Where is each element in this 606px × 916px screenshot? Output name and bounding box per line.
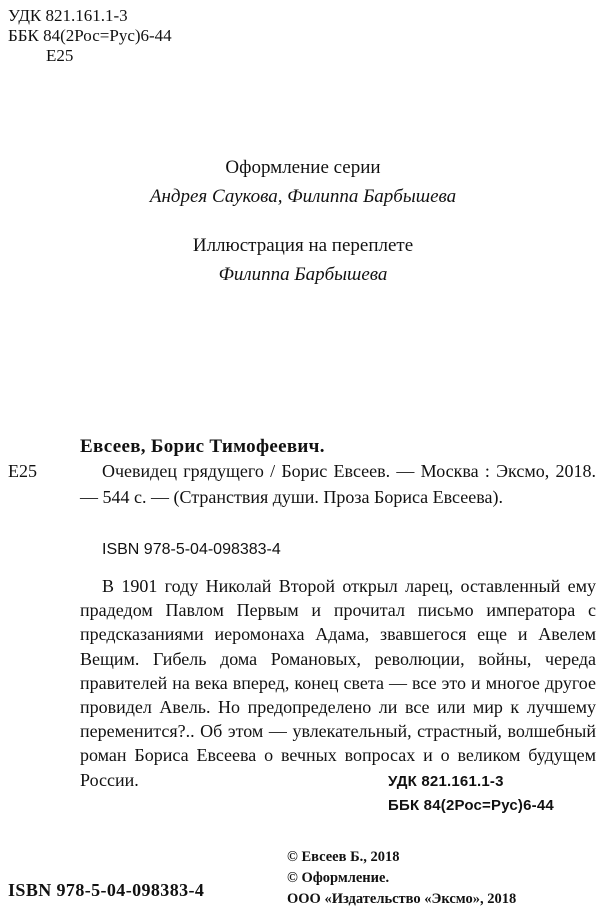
cover-illustration-credit <box>0 231 606 289</box>
bibliographic-isbn: ISBN 978-5-04-098383-4 <box>102 541 281 558</box>
bibliographic-description: Очевидец грядущего / Борис Евсеев. — Москва : Эксмо, 2018. — 544 с. — (Странствия души. Проза Бориса Евсеева). <box>80 461 596 507</box>
header-classification-codes <box>8 6 172 66</box>
copyright-block <box>287 847 516 910</box>
cover-illustration-name: Филиппа Барбышева <box>218 264 388 285</box>
bbk-code: ББК 84(2Рос=Рус)6-44 <box>8 26 172 45</box>
footer-bbk-code: ББК 84(2Рос=Рус)6-44 <box>388 797 554 814</box>
copyright-publisher: ООО «Издательство «Эксмо», 2018 <box>287 891 517 907</box>
series-design-credit <box>0 153 606 211</box>
author-sign: Е25 <box>46 46 74 65</box>
series-design-names: Андрея Саукова, Филиппа Барбышева <box>149 186 457 207</box>
series-design-label: Оформление серии <box>225 157 381 178</box>
copyright-design: © Оформление. <box>287 870 390 886</box>
bibliographic-author-sign: Е25 <box>8 461 37 481</box>
bibliographic-author: Евсеев, Борис Тимофеевич. <box>80 436 325 457</box>
isbn-bottom: ISBN 978-5-04-098383-4 <box>8 880 205 900</box>
footer-classification-codes <box>388 770 554 818</box>
copyright-author: © Евсеев Б., 2018 <box>287 849 400 865</box>
footer-udk-code: УДК 821.161.1-3 <box>388 773 504 790</box>
cover-illustration-label: Иллюстрация на переплете <box>192 235 414 256</box>
annotation-text: В 1901 году Николай Второй открыл ларец, оставленный ему прадедом Павлом Первым и прочитал письмо императора с предсказаниями иеромонаха Адама, звавшегося еще и Авелем Вещим. Гибель дома Романовых, революции, войны, череда правителей на века вперед, конец света — все это и многое другое провидел Авель. Но предопределено ли все или мир к лучшему переменится?.. Об этом — увлекательный, страстный, волшебный роман Бориса Евсеева о вечных вопросах и о великом будущем России. <box>80 576 596 790</box>
udk-code: УДК 821.161.1-3 <box>8 6 128 25</box>
